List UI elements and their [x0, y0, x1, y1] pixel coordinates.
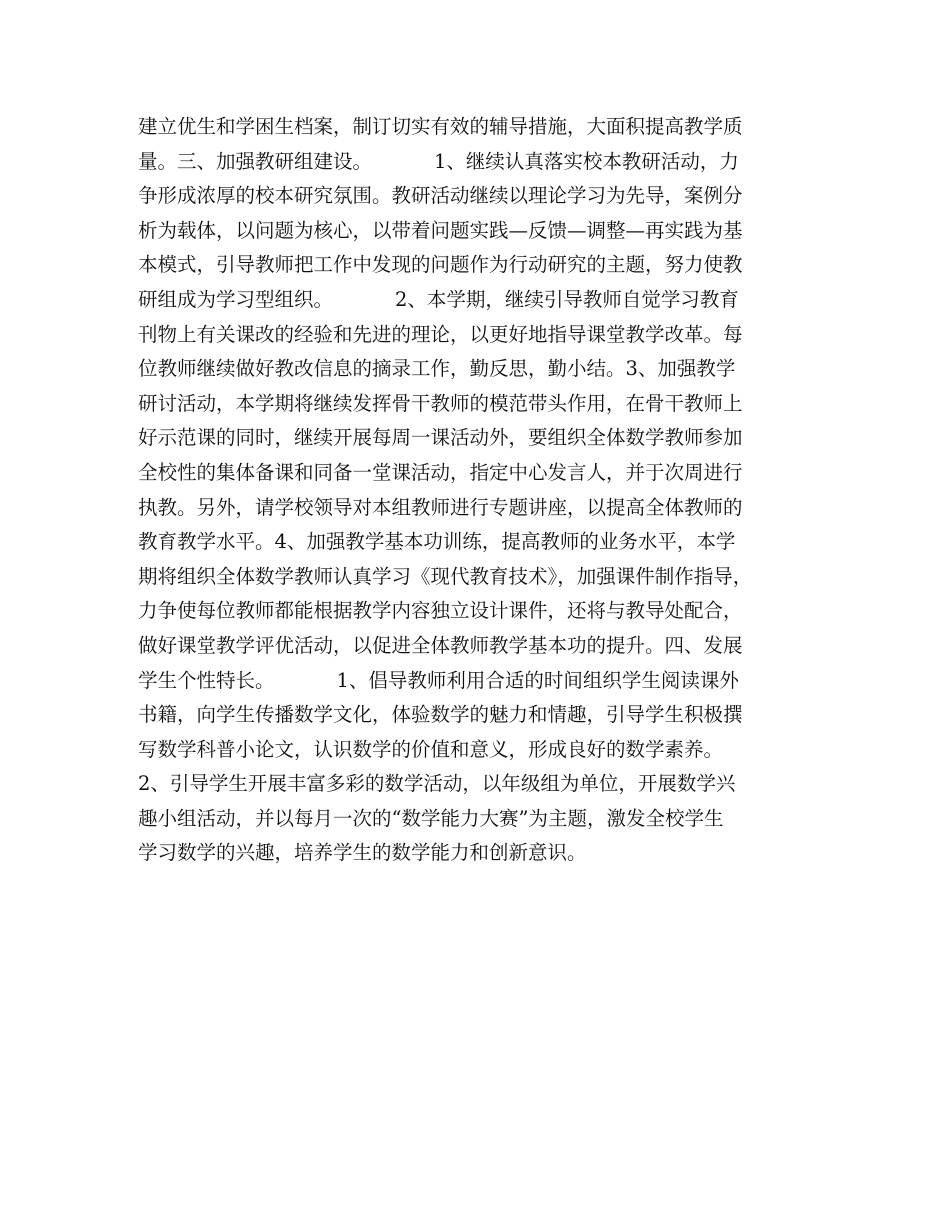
text-line: 写数学科普小论文，认识数学的价值和意义，形成良好的数学素养。 — [138, 737, 724, 761]
text-line: 位教师继续做好教改信息的摘录工作，勤反思，勤小结。3、加强教学 — [138, 357, 736, 381]
text-line: 学习数学的兴趣，培养学生的数学能力和创新意识。 — [138, 841, 587, 865]
text-line: 教育教学水平。4、加强教学基本功训练，提高教师的业务水平，本学 — [138, 530, 736, 554]
text-line: 趣小组活动，并以每月一次的“数学能力大赛”为主题，激发全校学生 — [138, 806, 724, 830]
text-line: 力争使每位教师都能根据教学内容独立设计课件，还将与教导处配合， — [138, 599, 743, 623]
text-line: 学生个性特长。 1、倡导教师利用合适的时间组织学生阅读课外 — [138, 668, 739, 692]
text-line: 执教。另外，请学校领导对本组教师进行专题讲座，以提高全体教师的 — [138, 495, 743, 519]
text-line: 刊物上有关课改的经验和先进的理论，以更好地指导课堂教学改革。每 — [138, 322, 743, 346]
text-line: 量。三、加强教研组建设。 1、继续认真落实校本教研活动，力 — [138, 149, 739, 173]
text-line: 争形成浓厚的校本研究氛围。教研活动继续以理论学习为先导，案例分 — [138, 184, 743, 208]
text-line: 本模式，引导教师把工作中发现的问题作为行动研究的主题，努力使教 — [138, 253, 743, 277]
text-line: 2、引导学生开展丰富多彩的数学活动，以年级组为单位，开展数学兴 — [138, 772, 736, 796]
text-line: 研组成为学习型组织。 2、本学期，继续引导教师自觉学习教育 — [138, 287, 739, 311]
text-line: 建立优生和学困生档案，制订切实有效的辅导措施，大面积提高教学质 — [138, 115, 743, 138]
text-line: 期将组织全体数学教师认真学习《现代教育技术》，加强课件制作指导， — [138, 564, 753, 588]
text-line: 做好课堂教学评优活动，以促进全体教师教学基本功的提升。四、发展 — [138, 633, 743, 657]
body-text — [138, 110, 818, 871]
text-line: 研讨活动，本学期将继续发挥骨干教师的模范带头作用，在骨干教师上 — [138, 391, 743, 415]
text-line: 全校性的集体备课和同备一堂课活动，指定中心发言人，并于次周进行 — [138, 460, 743, 484]
text-line: 析为载体，以问题为核心，以带着问题实践—反馈—调整—再实践为基 — [138, 218, 743, 242]
text-line: 好示范课的同时，继续开展每周一课活动外，要组织全体数学教师参加 — [138, 426, 743, 450]
text-line: 书籍，向学生传播数学文化，体验数学的魅力和情趣，引导学生积极撰 — [138, 703, 743, 727]
